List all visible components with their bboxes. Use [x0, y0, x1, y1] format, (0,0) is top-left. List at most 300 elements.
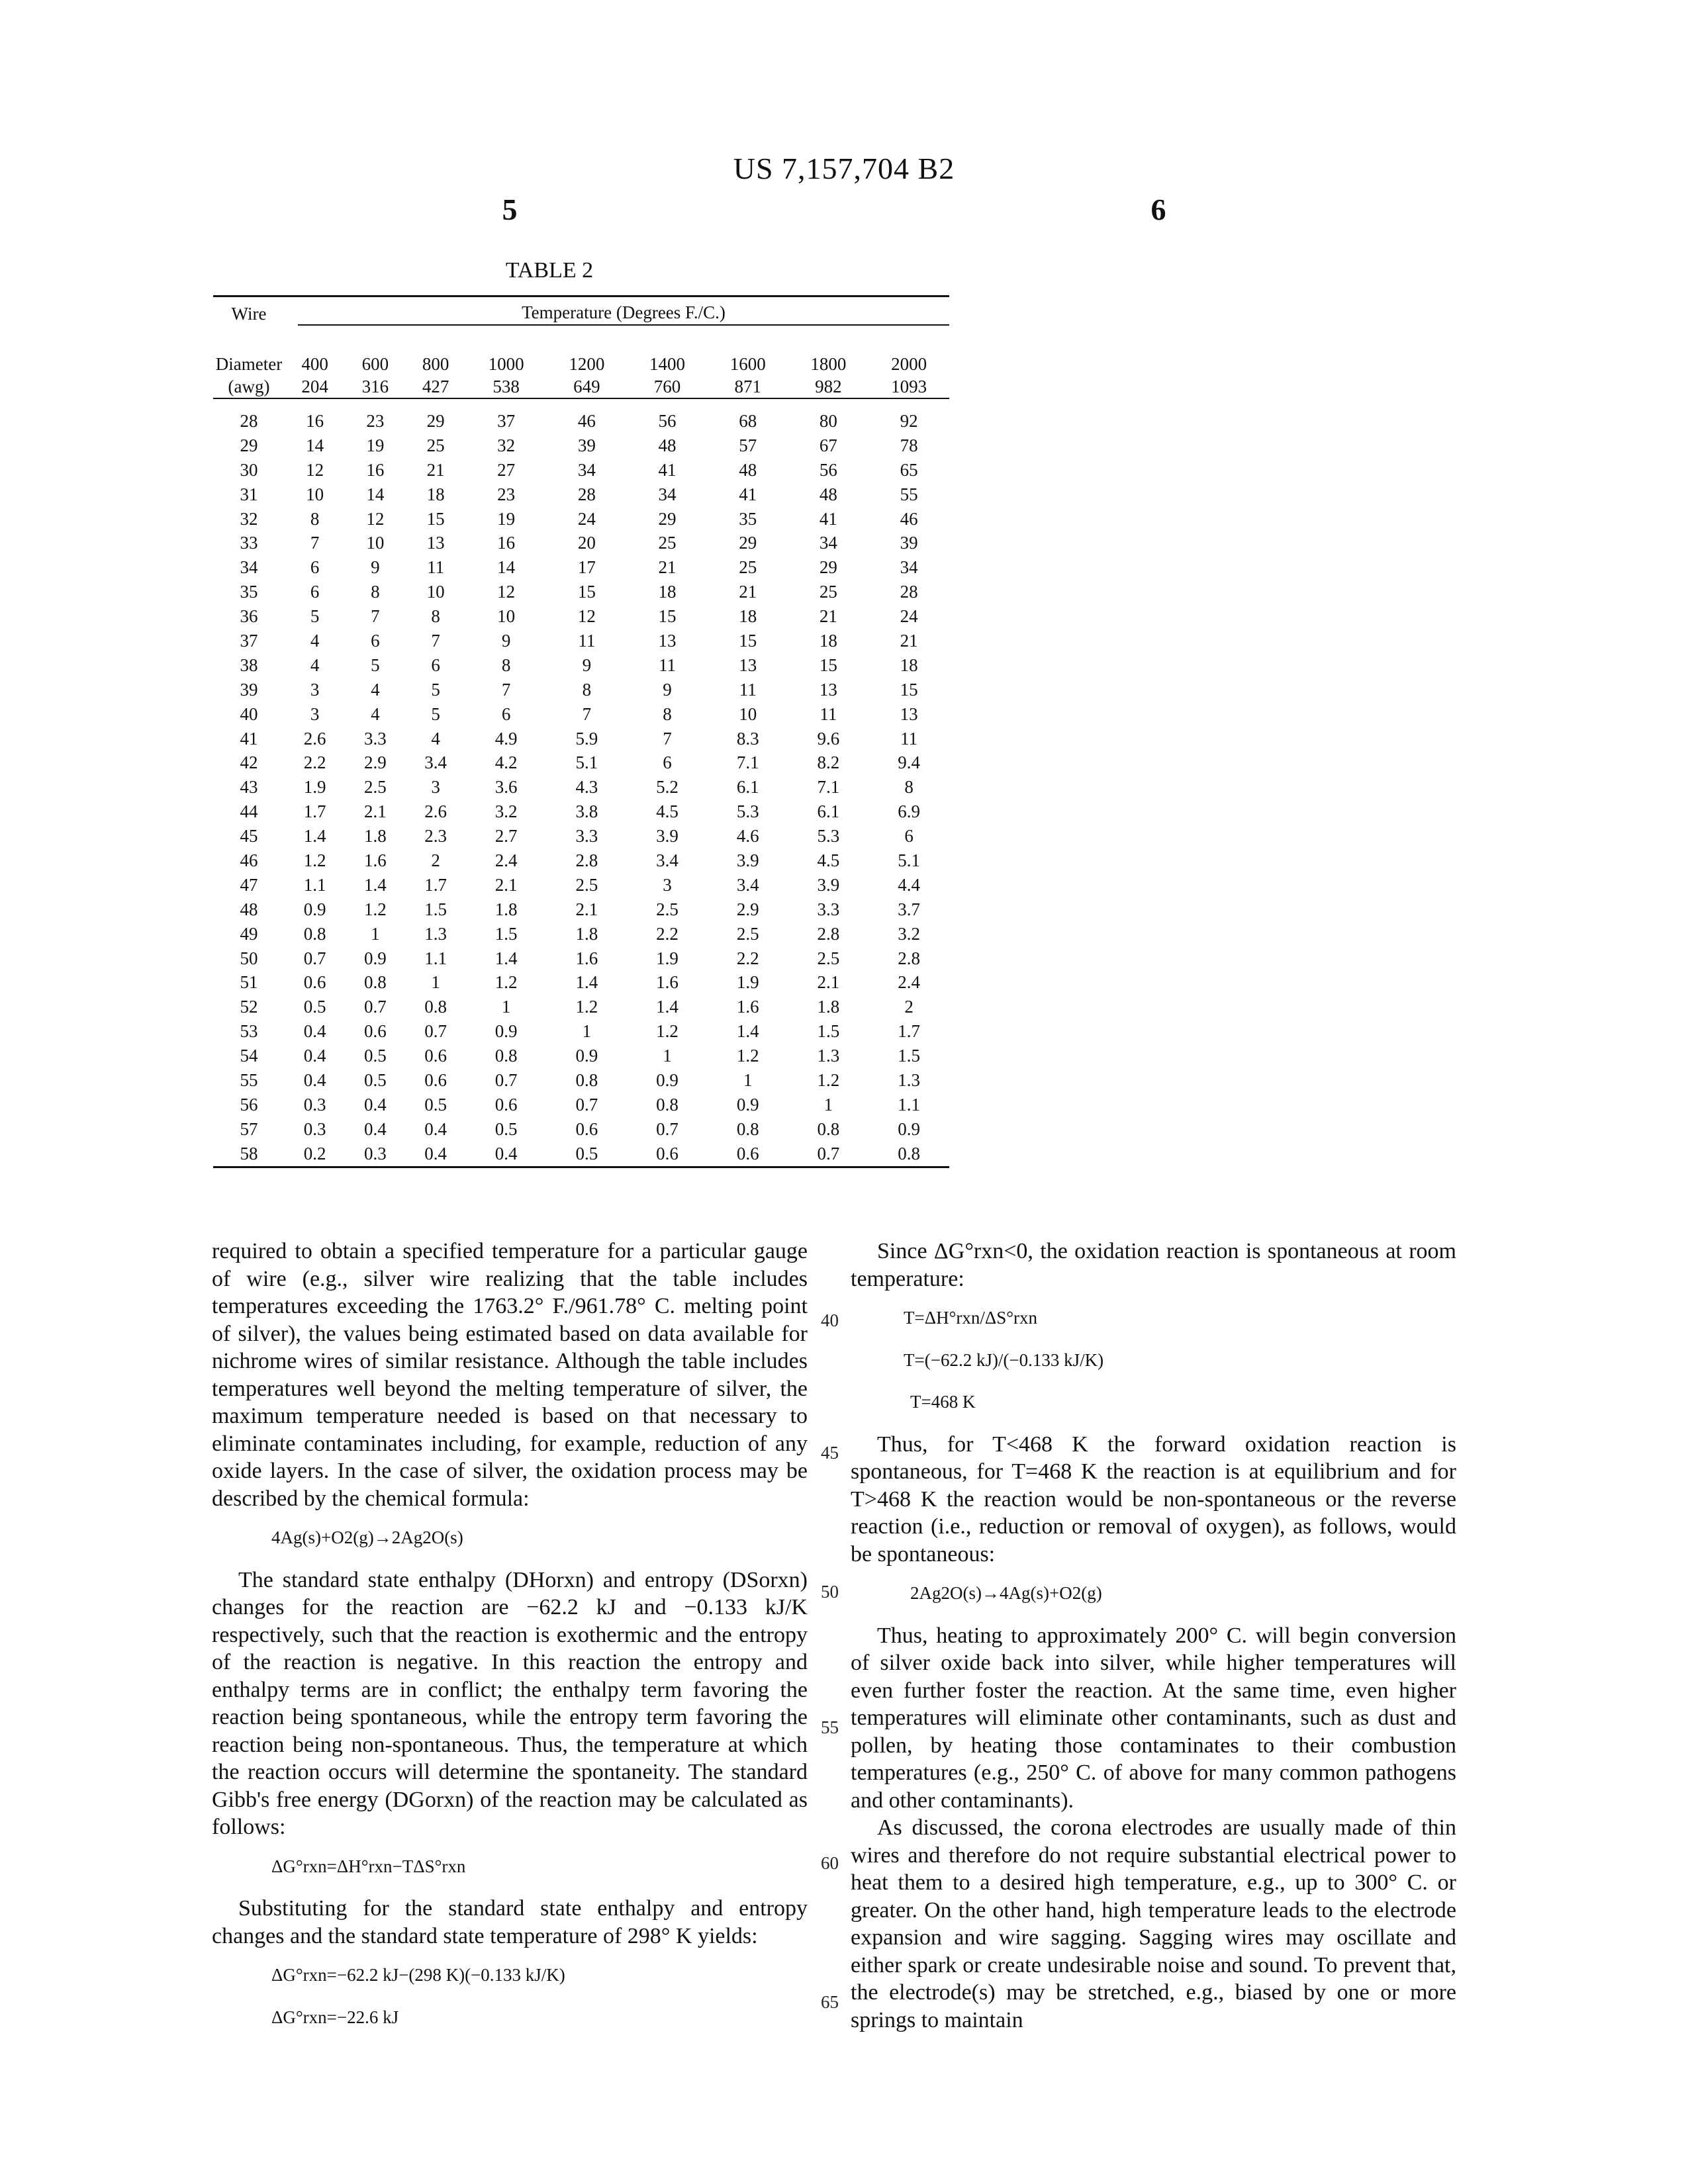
table-cell: 0.6	[627, 1142, 708, 1167]
table-cell: 6	[663, 752, 672, 773]
table-cell: 8.3	[736, 728, 759, 749]
paragraph: Substituting for the standard state enthalpy and entropy changes and the standard state temperature of 298° K yields:	[212, 1896, 808, 1948]
temp-c-cell: 982	[788, 375, 869, 398]
table-cell: 1.2	[817, 1069, 840, 1090]
table-cell: 2.6	[303, 728, 326, 749]
table-cell: 2.8	[898, 948, 920, 968]
paragraph: As discussed, the corona electrodes are usually made of thin wires and therefore do not require substantial electrical power to heat them to a desired high temperature, e.g., up to 300° C. or greater. On the other hand, high temperature leads to the electrode expansion and wire sagging. Sagging wires may oscillate and either spark or create undesirable noise and sound. To prevent that, the electrode(s) may be stretched, e.g., biased by one or more springs to maintain	[851, 1815, 1456, 2032]
table-cell: 25	[739, 557, 757, 578]
table-cell: 16	[306, 410, 324, 431]
table-cell: 1	[823, 1094, 833, 1115]
table-cell: 0.6	[364, 1021, 387, 1042]
table-cell: 48	[658, 435, 677, 455]
table-cell: 41	[658, 459, 677, 480]
table-cell: 0.8	[424, 997, 447, 1017]
table-cell: 1	[431, 972, 440, 993]
table-row	[213, 409, 949, 433]
table-cell: 1.5	[898, 1046, 920, 1066]
table-cell: 3.9	[656, 826, 679, 846]
gauge-cell: 36	[240, 606, 258, 627]
table-cell: 15	[819, 655, 837, 675]
table-cell: 23	[366, 410, 385, 431]
table-cell: 2.1	[364, 801, 387, 822]
table-cell: 18	[658, 582, 677, 602]
table-cell: 0.5	[364, 1069, 387, 1090]
table-cell: 21	[739, 582, 757, 602]
table-row	[213, 946, 949, 971]
table-cell: 8	[501, 655, 511, 675]
wire-header: Wire	[213, 296, 285, 331]
table-row	[213, 531, 949, 555]
table-cell: 1.5	[817, 1021, 840, 1042]
table-row	[213, 555, 949, 580]
table-cell: 1.4	[736, 1021, 759, 1042]
table-cell: 18	[819, 630, 837, 651]
temp-c-cell: 871	[708, 375, 788, 398]
table-cell: 7	[582, 704, 592, 724]
table-cell: 80	[819, 410, 837, 431]
table-cell: 2.6	[424, 801, 447, 822]
table-cell: 0.7	[303, 948, 326, 968]
table-cell: 0.6	[708, 1142, 788, 1167]
table-cell: 4.6	[736, 826, 759, 846]
table-cell: 7	[371, 606, 380, 627]
gauge-cell: 30	[240, 459, 258, 480]
temp-f-cell: 1600	[729, 353, 766, 374]
table-cell: 13	[819, 679, 837, 700]
table-cell: 0.4	[406, 1142, 466, 1167]
table-cell: 5.9	[575, 728, 598, 749]
equation: T=468 K	[910, 1392, 976, 1412]
table-cell: 11	[578, 630, 596, 651]
table-cell: 16	[366, 459, 385, 480]
table-cell: 1.3	[898, 1069, 920, 1090]
table-cell: 1.4	[575, 972, 598, 993]
table-row	[213, 727, 949, 751]
table-cell: 0.7	[788, 1142, 869, 1167]
table-cell: 0.8	[656, 1094, 679, 1115]
temp-f-cell: 1000	[488, 353, 524, 374]
table-cell: 0.3	[303, 1118, 326, 1139]
table-cell: 6	[904, 826, 914, 846]
gauge-cell: 43	[240, 777, 258, 797]
table-cell: 27	[497, 459, 516, 480]
table-cell: 56	[819, 459, 837, 480]
paragraph: Thus, for T<468 K the forward oxidation reaction is spontaneous, for T=468 K the reaction is at equilibrium and for T>468 K the reaction would be non-spontaneous or the reverse reaction (i.e., reduction or removal of oxygen), as follows, would be spontaneous:	[851, 1432, 1456, 1567]
table-cell: 25	[819, 582, 837, 602]
table-cell: 41	[819, 508, 837, 529]
table-cell: 14	[497, 557, 516, 578]
gauge-cell: 56	[240, 1094, 258, 1115]
table-cell: 0.9	[736, 1094, 759, 1115]
table-cell: 1.4	[364, 874, 387, 895]
table-cell: 1.5	[424, 899, 447, 919]
table-cell: 11	[900, 728, 918, 749]
table-cell: 1	[501, 997, 511, 1017]
table-cell: 6	[310, 557, 320, 578]
table-cell: 8	[310, 508, 320, 529]
table-cell: 5.1	[898, 850, 920, 870]
table-cell: 0.4	[303, 1069, 326, 1090]
table-cell: 0.6	[575, 1118, 598, 1139]
temp-f-cell: 1400	[649, 353, 686, 374]
table-cell: 3.7	[898, 899, 920, 919]
table-row	[213, 482, 949, 507]
temp-f-cell: 600	[361, 353, 389, 374]
table-cell: 0.5	[546, 1142, 627, 1167]
table-cell: 3.9	[817, 874, 840, 895]
table-cell: 46	[900, 508, 918, 529]
table-cell: 2.2	[656, 923, 679, 944]
table-cell: 2.8	[575, 850, 598, 870]
table-cell: 15	[739, 630, 757, 651]
table-body	[213, 409, 949, 1167]
table-cell: 3.6	[494, 777, 518, 797]
gauge-cell: 32	[240, 508, 258, 529]
table-cell: 34	[658, 484, 677, 504]
table-cell: 1	[743, 1069, 753, 1090]
table-row	[213, 1142, 949, 1167]
table-cell: 1	[582, 1021, 592, 1042]
table-cell: 11	[659, 655, 677, 675]
table-cell: 12	[366, 508, 385, 529]
table-cell: 13	[900, 704, 918, 724]
table-row	[213, 970, 949, 995]
table-cell: 39	[577, 435, 596, 455]
gauge-cell: 29	[240, 435, 258, 455]
table-cell: 8	[431, 606, 440, 627]
table-cell: 0.9	[656, 1069, 679, 1090]
table-cell: 15	[658, 606, 677, 627]
table-cell: 5	[431, 704, 440, 724]
table-cell: 6	[431, 655, 440, 675]
table-cell: 0.8	[817, 1118, 840, 1139]
gauge-cell: 46	[240, 850, 258, 870]
table-cell: 2.8	[817, 923, 840, 944]
table-row	[213, 995, 949, 1019]
table-cell: 48	[819, 484, 837, 504]
table-cell: 2.5	[817, 948, 840, 968]
table-cell: 7	[310, 533, 320, 553]
table-cell: 9	[582, 655, 592, 675]
table-cell: 2.5	[736, 923, 759, 944]
gauge-cell: 49	[240, 923, 258, 944]
table-cell: 10	[366, 533, 385, 553]
table-cell: 13	[658, 630, 677, 651]
wire-temperature-table	[213, 295, 949, 1168]
equation: 4Ag(s)+O2(g)→2Ag2O(s)	[271, 1527, 463, 1547]
left-text-column	[212, 1238, 808, 2046]
table-cell: 1	[663, 1046, 672, 1066]
table-cell: 57	[739, 435, 757, 455]
table-cell: 1.6	[736, 997, 759, 1017]
table-cell: 0.8	[364, 972, 387, 993]
table-cell: 4.5	[656, 801, 679, 822]
temp-c-cell: 538	[466, 375, 547, 398]
table-cell: 3.4	[736, 874, 759, 895]
table-cell: 11	[739, 679, 757, 700]
table-cell: 5	[310, 606, 320, 627]
table-cell: 0.3	[303, 1094, 326, 1115]
table-cell: 2.2	[303, 752, 326, 773]
table-cell: 29	[426, 410, 445, 431]
table-cell: 0.5	[364, 1046, 387, 1066]
temp-c-cell: 204	[285, 375, 345, 398]
table-row	[213, 897, 949, 922]
table-cell: 0.8	[303, 923, 326, 944]
table-cell: 1.9	[303, 777, 326, 797]
table-row	[213, 922, 949, 946]
table-cell: 0.6	[494, 1094, 518, 1115]
table-cell: 23	[497, 484, 516, 504]
table-cell: 0.3	[345, 1142, 405, 1167]
temp-c-cell: 427	[406, 375, 466, 398]
table-cell: 15	[577, 582, 596, 602]
table-row	[213, 799, 949, 824]
table-cell: 56	[658, 410, 677, 431]
gauge-cell: 58	[213, 1142, 285, 1167]
table-cell: 0.6	[424, 1046, 447, 1066]
table-cell: 12	[577, 606, 596, 627]
table-cell: 7.1	[736, 752, 759, 773]
temp-c-cell: 1093	[868, 375, 949, 398]
gauge-cell: 52	[240, 997, 258, 1017]
table-cell: 0.8	[868, 1142, 949, 1167]
table-cell: 14	[366, 484, 385, 504]
table-cell: 7	[431, 630, 440, 651]
temp-c-cell: 649	[546, 375, 627, 398]
table-row	[213, 458, 949, 482]
table-cell: 2.9	[364, 752, 387, 773]
table-cell: 4.5	[817, 850, 840, 870]
table-cell: 11	[427, 557, 445, 578]
table-cell: 17	[577, 557, 596, 578]
table-row	[213, 824, 949, 848]
table-cell: 8.2	[817, 752, 840, 773]
table-cell: 10	[426, 582, 445, 602]
table-cell: 3.3	[817, 899, 840, 919]
table-cell: 29	[819, 557, 837, 578]
gauge-cell: 50	[240, 948, 258, 968]
table-cell: 2.3	[424, 826, 447, 846]
table-row	[213, 848, 949, 873]
table-cell: 4	[371, 704, 380, 724]
table-cell: 2.4	[494, 850, 518, 870]
table-row	[213, 507, 949, 531]
table-row	[213, 653, 949, 678]
table-cell: 0.9	[364, 948, 387, 968]
right-text-column	[851, 1238, 1456, 2034]
table-cell: 10	[306, 484, 324, 504]
table-cell: 1.9	[736, 972, 759, 993]
table-cell: 18	[426, 484, 445, 504]
table-cell: 34	[577, 459, 596, 480]
table-cell: 0.8	[575, 1069, 598, 1090]
table-cell: 15	[900, 679, 918, 700]
gauge-cell: 44	[240, 801, 258, 822]
temperature-header: Temperature (Degrees F./C.)	[285, 296, 949, 331]
table-cell: 13	[426, 533, 445, 553]
table-cell: 6	[501, 704, 511, 724]
table-cell: 1.6	[575, 948, 598, 968]
table-cell: 0.2	[285, 1142, 345, 1167]
table-cell: 25	[658, 533, 677, 553]
table-cell: 7	[663, 728, 672, 749]
table-cell: 1.8	[575, 923, 598, 944]
table-cell: 48	[739, 459, 757, 480]
table-cell: 0.7	[656, 1118, 679, 1139]
table-cell: 55	[900, 484, 918, 504]
paragraph: Thus, heating to approximately 200° C. will begin conversion of silver oxide back into silver, while higher temperatures will even further foster the reaction. At the same time, even higher temperatures will eliminate other contaminants, such as dust and pollen, by heating those contaminates to their combustion temperatures (e.g., 250° C. of above for many common pathogens and other contaminants).	[851, 1623, 1456, 1813]
table-cell: 1.2	[575, 997, 598, 1017]
equation: ΔG°rxn=−22.6 kJ	[271, 2007, 399, 2027]
table-cell: 1.2	[494, 972, 518, 993]
table-row	[213, 1093, 949, 1117]
table-cell: 4	[371, 679, 380, 700]
table-cell: 3.3	[575, 826, 598, 846]
table-cell: 32	[497, 435, 516, 455]
table-cell: 5.1	[575, 752, 598, 773]
table-cell: 10	[739, 704, 757, 724]
table-cell: 1.8	[364, 826, 387, 846]
table-cell: 12	[306, 459, 324, 480]
table-row	[213, 1117, 949, 1142]
table-cell: 20	[577, 533, 596, 553]
table-cell: 4.4	[898, 874, 920, 895]
table-cell: 19	[497, 508, 516, 529]
gauge-cell: 57	[240, 1118, 258, 1139]
table-cell: 41	[739, 484, 757, 504]
equation: 2Ag2O(s)→4Ag(s)+O2(g)	[910, 1583, 1102, 1603]
equation: ΔG°rxn=ΔH°rxn−TΔS°rxn	[271, 1856, 466, 1876]
table-cell: 9.4	[898, 752, 920, 773]
equation: T=ΔH°rxn/ΔS°rxn	[904, 1308, 1038, 1328]
line-number: 40	[821, 1310, 839, 1330]
table-cell: 1.7	[303, 801, 326, 822]
table-row	[213, 433, 949, 458]
table-cell: 5.3	[817, 826, 840, 846]
table-cell: 0.4	[303, 1046, 326, 1066]
table-cell: 2.1	[494, 874, 518, 895]
table-cell: 1.1	[898, 1094, 920, 1115]
table-row	[213, 629, 949, 653]
table-cell: 14	[306, 435, 324, 455]
table-cell: 21	[426, 459, 445, 480]
gauge-cell: 54	[240, 1046, 258, 1066]
table-title: TABLE 2	[505, 258, 594, 283]
table-cell: 39	[900, 533, 918, 553]
table-cell: 5.3	[736, 801, 759, 822]
table-cell: 4	[310, 630, 320, 651]
table-cell: 34	[819, 533, 837, 553]
temp-f-cell: 1800	[810, 353, 847, 374]
table-cell: 3.3	[364, 728, 387, 749]
temp-f-cell: 400	[301, 353, 328, 374]
table-row	[213, 604, 949, 629]
table-cell: 6.1	[817, 801, 840, 822]
table-cell: 3	[310, 679, 320, 700]
table-row	[213, 702, 949, 727]
table-cell: 0.7	[494, 1069, 518, 1090]
table-cell: 1.4	[656, 997, 679, 1017]
table-cell: 9	[663, 679, 672, 700]
table-cell: 10	[497, 606, 516, 627]
table-cell: 24	[577, 508, 596, 529]
table-cell: 21	[819, 606, 837, 627]
table-cell: 2.1	[817, 972, 840, 993]
table-cell: 0.4	[424, 1118, 447, 1139]
table-cell: 1.6	[364, 850, 387, 870]
table-cell: 92	[900, 410, 918, 431]
table-cell: 1.8	[494, 899, 518, 919]
table-cell: 8	[371, 582, 380, 602]
table-cell: 46	[577, 410, 596, 431]
table-cell: 2.9	[736, 899, 759, 919]
table-cell: 25	[426, 435, 445, 455]
table-cell: 0.4	[364, 1118, 387, 1139]
table-cell: 1.2	[303, 850, 326, 870]
table-cell: 7	[501, 679, 511, 700]
temp-f-cell: 1200	[569, 353, 605, 374]
table-cell: 78	[900, 435, 918, 455]
gauge-cell: 37	[240, 630, 258, 651]
table-cell: 0.9	[898, 1118, 920, 1139]
table-cell: 6.9	[898, 801, 920, 822]
table-cell: 3.4	[424, 752, 447, 773]
paragraph: Since ΔG°rxn<0, the oxidation reaction is spontaneous at room temperature:	[851, 1239, 1456, 1291]
paragraph: required to obtain a specified temperature for a particular gauge of wire (e.g., silver wire realizing that the table includes temperatures exceeding the 1763.2° F./961.78° C. melting point of silver), the values being estimated based on data available for nichrome wires of similar resistance. Although the table includes temperatures well beyond the melting temperature of silver, the maximum temperature needed is based on that necessary to eliminate contaminates including, for example, reduction of any oxide layers. In the case of silver, the oxidation process may be described by the chemical formula:	[212, 1239, 808, 1511]
table-cell: 29	[739, 533, 757, 553]
table-cell: 2.7	[494, 826, 518, 846]
line-number: 45	[821, 1443, 839, 1463]
table-cell: 5	[431, 679, 440, 700]
table-cell: 0.4	[303, 1021, 326, 1042]
table-cell: 18	[739, 606, 757, 627]
table-cell: 8	[904, 777, 914, 797]
table-cell: 9	[371, 557, 380, 578]
table-cell: 5	[371, 655, 380, 675]
paragraph: The standard state enthalpy (DHorxn) and entropy (DSorxn) changes for the reaction are −62.2 kJ and −0.133 kJ/K respectively, such that the reaction is exothermic and the entropy of the reaction is negative. In this reaction the entropy and enthalpy terms are in conflict; the enthalpy term favoring the reaction being spontaneous, while the entropy term favoring the reaction being non-spontaneous. Thus, the temperature at which the reaction occurs will determine the spontaneity. The standard Gibb's free energy (DGorxn) of the reaction may be calculated as follows:	[212, 1567, 808, 1839]
table-cell: 18	[900, 655, 918, 675]
table-cell: 1.5	[494, 923, 518, 944]
temp-c-cell: 316	[345, 375, 405, 398]
table-cell: 2.5	[364, 777, 387, 797]
table-cell: 1.4	[303, 826, 326, 846]
table-cell: 2.2	[736, 948, 759, 968]
table-cell: 7.1	[817, 777, 840, 797]
table-cell: 3.4	[656, 850, 679, 870]
table-cell: 8	[663, 704, 672, 724]
table-row	[213, 678, 949, 702]
table-cell: 2	[904, 997, 914, 1017]
table-cell: 1.6	[656, 972, 679, 993]
table-cell: 28	[577, 484, 596, 504]
table-cell: 2.1	[575, 899, 598, 919]
gauge-cell: 45	[240, 826, 258, 846]
table-cell: 0.6	[303, 972, 326, 993]
table-cell: 37	[497, 410, 516, 431]
table-cell: 1.2	[736, 1046, 759, 1066]
table-cell: 65	[900, 459, 918, 480]
table-cell: 13	[739, 655, 757, 675]
table-cell: 0.7	[575, 1094, 598, 1115]
table-row	[213, 751, 949, 775]
table-cell: 4.9	[494, 728, 518, 749]
table-row	[213, 1019, 949, 1044]
table-cell: 4.2	[494, 752, 518, 773]
table-cell: 0.9	[494, 1021, 518, 1042]
table-cell: 11	[820, 704, 837, 724]
